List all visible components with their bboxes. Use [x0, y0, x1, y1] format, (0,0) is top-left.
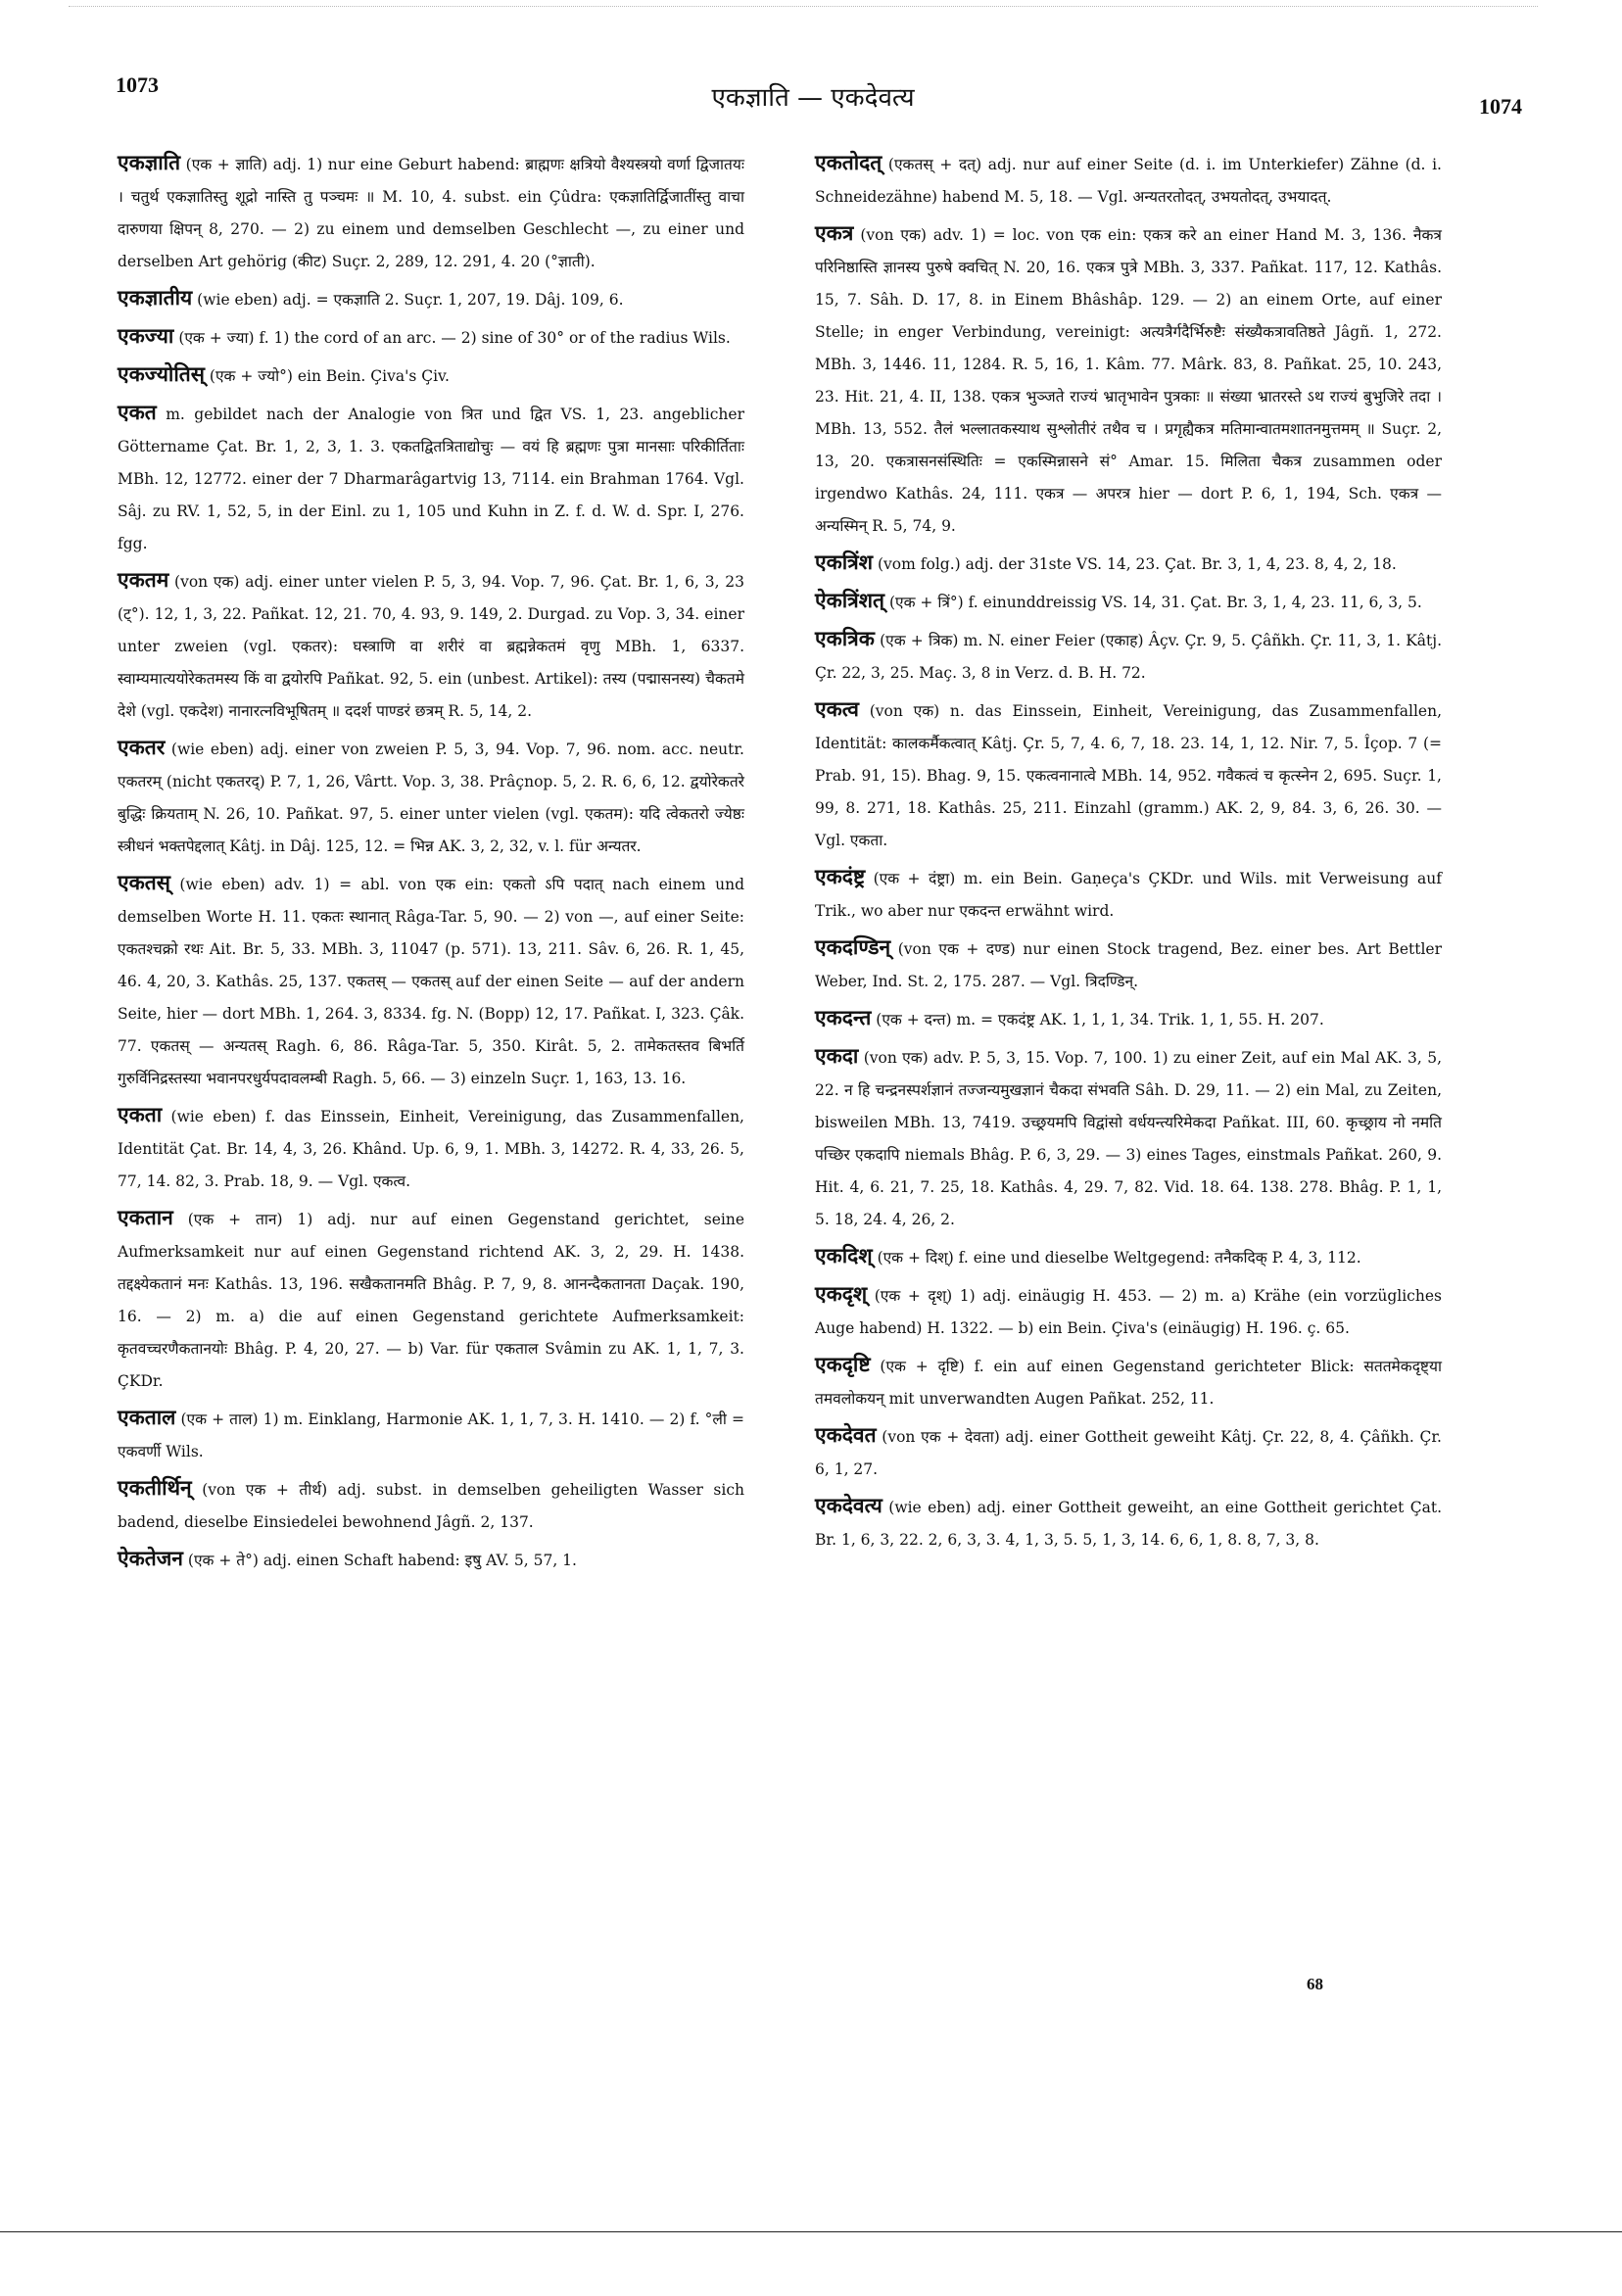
dictionary-entry [118, 732, 744, 863]
entry-definition: (von एक) adj. einer unter vielen P. 5, 3, 94. Vop. 7, 96. Çat. Br. 1, 6, 3, 23 (ट्°). 12, 1, 3, 22. Pañkat. 12, 21. 70, 4. 93, 9. 149, 2. Durgad. zu Vop. 3, 34. einer unter zweien (vgl. एकतर): घस्त्राणि वा शरीरं वा ब्रह्मन्नेकतमं वृणु MBh. 1, 6337. स्वाम्यमात्ययोरेकतमस्य किं वा द्वयोरपि Pañkat. 92, 5. ein (unbest. Artikel): तस्य (पद्मासनस्य) चैकतमे देशे (vgl. एकदेश) नानारत्नविभूषितम् ॥ ददर्श पाण्डरं छत्रम् R. 5, 14, 2. [118, 573, 744, 720]
entry-definition: (wie eben) f. das Einssein, Einheit, Vereinigung, das Zusammenfallen, Identität Çat. Br. 14, 4, 3, 26. Khând. Up. 6, 9, 1. MBh. 3, 14272. R. 4, 33, 26. 5, 77, 14. 82, 3. Prab. 18, 9. — Vgl. एकत्व. [118, 1108, 744, 1190]
entry-definition: (एक + ते°) adj. einen Schaft habend: इषु AV. 5, 57, 1. [187, 1552, 577, 1569]
entry-definition: (एक + तान) 1) adj. nur auf einen Gegenstand gerichtet, seine Aufmerksamkeit nur auf einen Gegenstand richtend AK. 3, 2, 29. H. 1438. तद्दक्ष्येकतानं मनः Kathâs. 13, 196. सखैकतानमति Bhâg. P. 7, 9, 8. आनन्दैकतानता Daçak. 190, 16. — 2) m. a) die auf einen Gegenstand gerichtete Aufmerksamkeit: कृतवच्चरणैकतानयोः Bhâg. P. 4, 20, 27. — b) Var. für एकताल Svâmin zu AK. 1, 1, 7, 3. ÇKDr. [118, 1211, 744, 1390]
entry-headword: एकताल [118, 1406, 176, 1429]
running-head: एकज्ञाति — एकदेवत्य [711, 83, 915, 113]
dictionary-entry [815, 585, 1442, 619]
entry-headword: एकतर [118, 736, 166, 759]
dictionary-entry [118, 1202, 744, 1398]
entry-headword: एकदंष्ट्र [815, 865, 866, 888]
entry-headword: एकदृष्टि [815, 1353, 871, 1376]
entry-definition: (wie eben) adj. einer Gottheit geweiht, an eine Gottheit gerichtet Çat. Br. 1, 6, 3, 22. 2, 6, 3, 3. 4, 1, 3, 5. 5, 1, 3, 14. 6, 6, 1, 8. 8, 7, 3, 8. [815, 1499, 1442, 1549]
dictionary-entry [815, 623, 1442, 690]
dictionary-entry [815, 932, 1442, 998]
dictionary-entry [815, 217, 1442, 543]
dictionary-entry [118, 1402, 744, 1468]
entry-headword: एकदन्त [815, 1006, 872, 1029]
entry-definition: (एक + त्रिं°) f. einunddreissig VS. 14, 31. Çat. Br. 3, 1, 4, 23. 11, 6, 3, 5. [888, 594, 1422, 611]
entry-headword: एकदिश् [815, 1244, 873, 1268]
entry-definition: (von एक + तीर्थ) adj. subst. in demselben geheiligten Wasser sich badend, dieselbe Einsiedelei bewohnend Jâgñ. 2, 137. [118, 1481, 745, 1531]
right-column [815, 147, 1442, 1560]
dictionary-entry [118, 1472, 744, 1539]
entry-headword: एकतान [118, 1206, 173, 1229]
entry-headword: ऐकत्रिंशत् [815, 589, 885, 612]
dictionary-entry [118, 867, 744, 1095]
entry-definition: (एक + दिश्) f. eine und dieselbe Weltgegend: तनैकदिक् P. 4, 3, 112. [877, 1249, 1361, 1267]
dictionary-entry [118, 564, 744, 728]
entry-headword: एकता [118, 1103, 163, 1126]
entry-definition: (एक + दंष्ट्रा) m. ein Bein. Gaṇeça's ÇKDr. und Wils. mit Verweisung auf Trik., wo aber nur एकदन्त erwähnt wird. [815, 870, 1442, 920]
entry-headword: एकतस् [118, 871, 170, 894]
dictionary-entry [815, 1278, 1442, 1345]
entry-definition: (एक + दन्त) m. = एकदंष्ट्र AK. 1, 1, 1, 34. Trik. 1, 1, 55. H. 207. [876, 1011, 1324, 1028]
entry-definition: (wie eben) adj. einer von zweien P. 5, 3, 94. Vop. 7, 96. nom. acc. neutr. एकतरम् (nicht एकतरद्) P. 7, 1, 26, Vârtt. Vop. 3, 38. Prâçnop. 5, 2. R. 6, 6, 12. द्वयोरेकतरे बुद्धिः क्रियताम् N. 26, 10. Pañkat. 97, 5. einer unter vielen (vgl. एकतम): यदि त्वेकतरो ज्येष्ठः स्त्रीधनं भक्तपेद्दलात् Kâtj. in Dâj. 125, 12. = भिन्न AK. 3, 2, 32, v. l. für अन्यतर. [118, 741, 744, 855]
entry-headword: एकत्रिक [815, 627, 875, 650]
dictionary-entry [815, 1490, 1442, 1556]
dictionary-entry [815, 1002, 1442, 1036]
entry-definition: (von एक) adv. P. 5, 3, 15. Vop. 7, 100. 1) zu einer Zeit, auf ein Mal AK. 3, 5, 22. न हि चन्द्रनस्पर्शज्ञानं तज्जन्यमुखज्ञानं चैकदा संभवति Sâh. D. 29, 11. — 2) ein Mal, zu Zeiten, bisweilen MBh. 13, 7419. उच्छ्रयमपि विद्वांसो वर्धयन्त्यरिमेकदा Pañkat. III, 60. कृच्छ्राय नो नमति पच्छिर एकदापि niemals Bhâg. P. 6, 3, 29. — 3) eines Tages, einstmals Pañkat. 260, 9. Hit. 4, 6. 21, 7. 25, 18. Kathâs. 4, 29. 7, 82. Vid. 18. 64. 138. 278. Bhâg. P. 1, 1, 5. 18, 24. 4, 26, 2. [815, 1049, 1442, 1228]
dictionary-entry [118, 359, 744, 393]
dictionary-entry [118, 282, 744, 316]
entry-definition: (एक + त्रिक) m. N. einer Feier (एकाह) Âçv. Çr. 9, 5. Çâñkh. Çr. 11, 3, 1. Kâtj. Çr. 22, 3, 25. Maç. 3, 8 in Verz. d. B. H. 72. [815, 632, 1442, 682]
entry-headword: एकतीर्थिन् [118, 1476, 192, 1500]
dictionary-entry [118, 320, 744, 355]
dictionary-entry [815, 1419, 1442, 1486]
sheet-number: 68 [1307, 1975, 1323, 1993]
entry-headword: एकत [118, 401, 157, 424]
page-number-right: 1074 [1479, 94, 1522, 119]
entry-definition: (von एक) n. das Einssein, Einheit, Vereinigung, das Zusammenfallen, Identität: कालकर्मैकत्वात् Kâtj. Çr. 5, 7, 4. 6, 7, 18. 23. 14, 1, 12. Nir. 7, 5. Îçop. 7 (= Prab. 91, 15). Bhag. 9, 15. एकत्वनानात्वे MBh. 14, 952. गवैकत्वं च कृत्स्नेन 2, 695. Suçr. 1, 99, 8. 271, 18. Kathâs. 25, 211. Einzahl (gramm.) AK. 2, 9, 84. 3, 6, 26. 30. — Vgl. एकता. [815, 702, 1442, 849]
entry-headword: ऐकतेजन [118, 1547, 183, 1570]
dictionary-entry [815, 861, 1442, 928]
dictionary-entry [118, 1543, 744, 1577]
dictionary-entry [118, 147, 744, 278]
entry-definition: (एक + ज्ञाति) adj. 1) nur eine Geburt habend: ब्राह्मणः क्षत्रियो वैश्यस्त्रयो वर्णा द्विजातयः । चतुर्थ एकज्ञातिस्तु शूद्रो नास्ति तु पञ्चमः ॥ M. 10, 4. subst. ein Çûdra: एकज्ञातिर्द्विजातींस्तु वाचा दारुणया क्षिपन् 8, 270. — 2) zu einem und demselben Geschlecht —, zu einer und derselben Art gehörig (कीट) Suçr. 2, 289, 12. 291, 4. 20 (°ज्ञाती). [118, 156, 744, 270]
entry-headword: एकदण्डिन् [815, 935, 891, 959]
dictionary-entry [815, 1040, 1442, 1236]
entry-headword: एकज्या [118, 324, 174, 348]
entry-definition: (एकतस् + दत्) adj. nur auf einer Seite (d. i. im Unterkiefer) Zähne (d. i. Schneidezähne) habend M. 5, 18. — Vgl. अन्यतरतोदत्, उभयतोदत्, उभयादत्. [815, 156, 1442, 206]
dictionary-entry [815, 1240, 1442, 1274]
entry-headword: एकत्रिंश [815, 550, 874, 574]
dictionary-entry [815, 547, 1442, 581]
entry-headword: एकदेवत्य [815, 1494, 883, 1517]
entry-definition: (von एक + देवता) adj. einer Gottheit geweiht Kâtj. Çr. 22, 8, 4. Çâñkh. Çr. 6, 1, 27. [815, 1428, 1442, 1478]
entry-headword: एकतम [118, 568, 169, 592]
dictionary-entry [118, 397, 744, 560]
dictionary-entry [815, 147, 1442, 214]
entry-headword: एकज्योतिस् [118, 362, 205, 386]
dictionary-entry [118, 1099, 744, 1198]
entry-headword: एकतोदत् [815, 151, 883, 174]
entry-definition: (von एक + दण्ड) nur einen Stock tragend, Bez. einer bes. Art Bettler Weber, Ind. St. 2, 175. 287. — Vgl. त्रिदण्डिन्. [815, 940, 1442, 990]
dictionary-entry [815, 694, 1442, 857]
entry-definition: m. gebildet nach der Analogie von त्रित und द्वित VS. 1, 23. angeblicher Göttername Çat. Br. 1, 2, 3, 1. 3. एकतद्वितत्रिताद्योचुः — वयं हि ब्रह्मणः पुत्रा मानसाः परिकीर्तिताः MBh. 12, 12772. einer der 7 Dharmarâgartvig 13, 7114. ein Brahman 1764. Vgl. Sâj. zu RV. 1, 52, 5, in der Einl. zu 1, 105 und Kuhn in Z. f. d. W. d. Spr. I, 276. fgg. [118, 406, 744, 552]
entry-headword: एकज्ञातीय [118, 286, 193, 310]
entry-headword: एकदा [815, 1044, 859, 1068]
entry-definition: (von एक) adv. 1) = loc. von एक ein: एकत्र करे an einer Hand M. 3, 136. नैकत्र परिनिष्ठास्ति ज्ञानस्य पुरुषे क्वचित् N. 20, 16. एकत्र पुत्रे MBh. 3, 337. Pañkat. 117, 12. Kathâs. 15, 7. Sâh. D. 17, 8. in Einem Bhâshâp. 129. — 2) an einem Orte, auf einer Stelle; in enger Verbindung, vereinigt: अत्यत्रैर्गदैर्भिरुष्टैः संख्यैकत्रावतिष्ठते Jâgñ. 1, 272. MBh. 3, 1446. 11, 1284. R. 5, 16, 1. Kâm. 77. Mârk. 83, 8. Pañkat. 25, 10. 243, 23. Hit. 21, 4. II, 138. एकत्र भुञ्जते राज्यं भ्रातृभावेन पुत्रकाः ॥ संख्या भ्रातरस्ते ऽथ राज्यं बुभुजिरे तदा । MBh. 13, 552. तैलं भल्लातकस्याथ सुश्लोतीरं तथैव च । प्रगृह्यैकत्र मतिमान्वातमशातनमुत्तमम् ॥ Suçr. 2, 13, 20. एकत्रासनसंस्थितिः = एकस्मिन्नासने सं° Amar. 15. मिलिता चैकत्र zusammen oder irgendwo Kathâs. 24, 111. एकत्र — अपरत्र hier — dort P. 6, 1, 194, Sch. एकत्र — अन्यस्मिन् R. 5, 74, 9. [815, 226, 1442, 535]
entry-definition: (vom folg.) adj. der 31ste VS. 14, 23. Çat. Br. 3, 1, 4, 23. 8, 4, 2, 18. [878, 555, 1397, 573]
entry-definition: (एक + दृश्) 1) adj. einäugig H. 453. — 2) m. a) Krähe (ein vorzügliches Auge habend) H. 1322. — b) ein Bein. Çiva's (einäugig) H. 196. ç. 65. [815, 1287, 1442, 1337]
dictionary-entry [815, 1349, 1442, 1415]
page-header [0, 0, 1622, 127]
entry-headword: एकदृश् [815, 1282, 868, 1306]
entry-definition: (wie eben) adj. = एकज्ञाति 2. Suçr. 1, 207, 19. Dâj. 109, 6. [197, 291, 624, 309]
entry-definition: (wie eben) adv. 1) = abl. von एक ein: एकतो ऽपि पदात् nach einem und demselben Worte H. 11. एकतः स्थानात् Râga-Tar. 5, 90. — 2) von —, auf einer Seite: एकतश्चक्रो रथः Ait. Br. 5, 33. MBh. 3, 11047 (p. 571). 13, 211. Sâv. 6, 26. R. 1, 45, 46. 4, 20, 3. Kathâs. 25, 137. एकतस् — एकतस् auf der einen Seite — auf der andern Seite, hier — dort MBh. 1, 264. 3, 8334. fg. N. (Bopp) 12, 17. Pañkat. I, 323. Çâk. 77. एकतस् — अन्यतस् Ragh. 6, 86. Râga-Tar. 5, 350. Kirât. 5, 2. तामेकतस्तव बिभर्ति गुरुर्विनिद्रस्तस्या भवानपरधुर्यपदावलम्बी Ragh. 5, 66. — 3) einzeln Suçr. 1, 163, 13. 16. [118, 876, 744, 1087]
left-column [118, 147, 744, 1581]
entry-headword: एकत्र [815, 221, 854, 245]
entry-headword: एकज्ञाति [118, 151, 181, 174]
entry-headword: एकत्व [815, 697, 859, 721]
entry-definition: (एक + दृष्टि) f. ein auf einen Gegenstand gerichteter Blick: सततमेकदृष्ट्या तमवलोकयन् mit unverwandten Augen Pañkat. 252, 11. [815, 1358, 1442, 1408]
entry-headword: एकदेवत [815, 1423, 877, 1447]
entry-definition: (एक + ताल) 1) m. Einklang, Harmonie AK. 1, 1, 7, 3. H. 1410. — 2) f. °ली = एकवर्णी Wils. [118, 1411, 744, 1460]
page-number-left: 1073 [116, 72, 159, 97]
entry-definition: (एक + ज्यो°) ein Bein. Çiva's Çiv. [209, 367, 450, 385]
bottom-rule [0, 2231, 1622, 2232]
entry-definition: (एक + ज्या) f. 1) the cord of an arc. — 2) sine of 30° or of the radius Wils. [178, 329, 731, 347]
